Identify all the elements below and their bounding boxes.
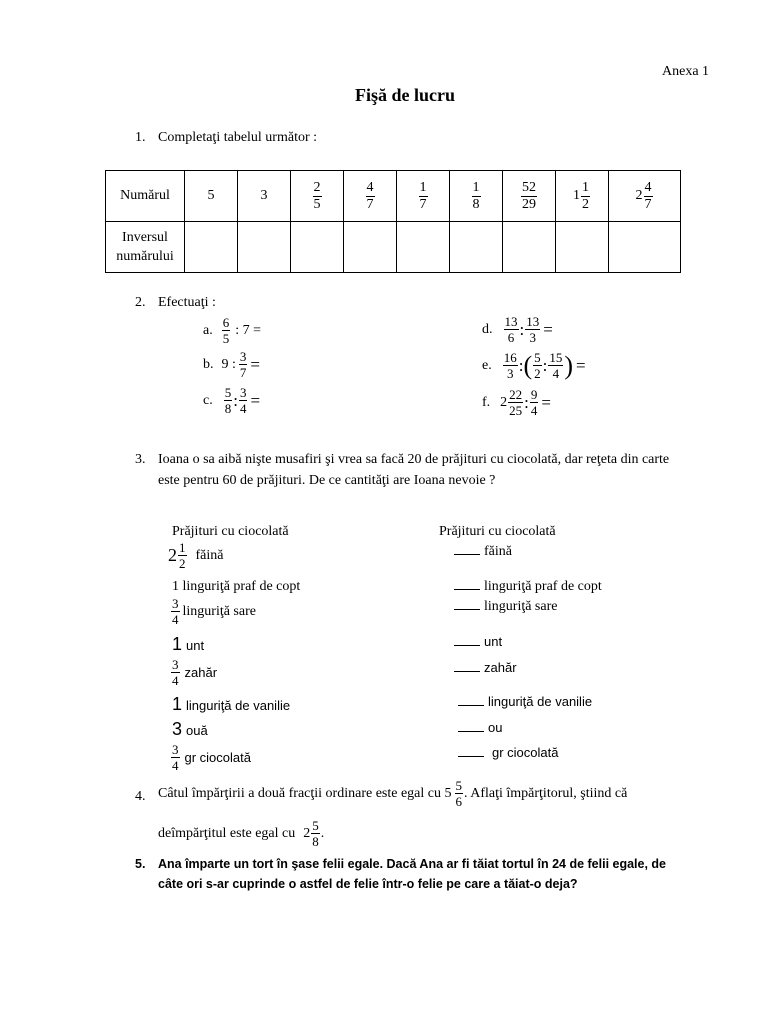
table-cell: 5	[185, 171, 238, 222]
answer-cell[interactable]	[344, 222, 397, 273]
ex1-number: 1.	[135, 130, 146, 145]
recipe-left-zahar: $\frac{3}{4}$ zahăr	[172, 657, 218, 688]
ex4-line2: deîmpărţitul este egal cu 2 $\frac{5}{8}$ .	[158, 818, 325, 849]
table-cell	[503, 171, 556, 222]
inverse-table	[105, 170, 681, 273]
ex2-item-e: e. $\frac{16}{3}$ : ( $\frac{5}{2}$ : $\frac{15}{4}$ ) =	[482, 350, 586, 381]
recipe-right-faina: făină	[454, 544, 512, 560]
ex2-item-f: f. 2 $\frac{22}{25}$ : $\frac{9}{4}$ =	[482, 387, 551, 418]
ex2-item-c: c. $\frac{5}{8}$ : $\frac{3}{4}$ =	[203, 385, 261, 416]
recipe-left-ciocolata: $\frac{3}{4}$ gr ciocolată	[172, 742, 251, 773]
answer-cell[interactable]	[238, 222, 291, 273]
ex3-text-line1: Ioana o sa aibă nişte musafiri şi vrea sa facă 20 de prăjituri cu ciocolată, dar reţeta din carte	[158, 452, 670, 467]
blank-field[interactable]	[454, 588, 480, 590]
recipe-right-zahar: zahăr	[454, 660, 517, 675]
table-cell	[291, 171, 344, 222]
recipe-right-ciocolata: gr ciocolată	[458, 745, 558, 760]
table-cell	[450, 171, 503, 222]
recipe-left-praf: 1 linguriţă praf de copt	[172, 579, 301, 594]
blank-field[interactable]	[454, 553, 480, 555]
blank-field[interactable]	[454, 608, 480, 610]
answer-cell[interactable]	[503, 222, 556, 273]
table-cell: 1 $\frac{1}{2}$	[556, 171, 609, 222]
answer-cell[interactable]	[556, 222, 609, 273]
blank-field[interactable]	[458, 704, 484, 706]
ex3-text-line2: este pentru 60 de prăjituri. De ce cantităţi are Ioana nevoie ?	[158, 473, 496, 488]
fraction: $\frac{1}{7}$	[419, 179, 427, 212]
table-row	[106, 171, 681, 222]
recipe-left-title: Prăjituri cu ciocolată	[172, 524, 289, 539]
ex2-instruction: Efectuaţi :	[158, 295, 216, 310]
ex5-line2: câte ori s-ar cuprinde o astfel de felie într-o felie pe care a tăiat-o deja?	[158, 877, 578, 891]
blank-field[interactable]	[458, 755, 484, 757]
recipe-right-sare: linguriţă sare	[454, 599, 557, 615]
table-cell	[397, 171, 450, 222]
recipe-left-vanilie: 1 linguriţă de vanilie	[172, 694, 291, 714]
answer-cell[interactable]	[450, 222, 503, 273]
row-label-number: Numărul	[106, 171, 185, 222]
annex-label: Anexa 1	[662, 64, 710, 79]
blank-field[interactable]	[458, 730, 484, 732]
blank-field[interactable]	[454, 670, 480, 672]
table-row	[106, 222, 681, 273]
ex4-line1: Câtul împărţirii a două fracţii ordinare este egal cu 5 $\frac{5}{6}$ . Aflaţi împărţitorul, ştiind că	[158, 778, 628, 809]
table-cell: 2 $\frac{4}{7}$	[609, 171, 681, 222]
recipe-right-unt: unt	[454, 634, 502, 649]
ex2-item-b: b. 9 : $\frac{3}{7}$ =	[203, 349, 260, 380]
answer-cell[interactable]	[397, 222, 450, 273]
ex5-line1: Ana împarte un tort în şase felii egale. Dacă Ana ar fi tăiat tortul în 24 de felii egale, de	[158, 857, 667, 871]
ex2-item-a: a. $\frac{6}{5}$ : 7 =	[203, 315, 262, 346]
recipe-left-unt: 1 unt	[172, 634, 205, 654]
ex1-instruction: Completaţi tabelul următor :	[158, 130, 318, 145]
ex2-number: 2.	[135, 295, 146, 310]
recipe-right-title: Prăjituri cu ciocolată	[439, 524, 556, 539]
fraction: $\frac{52}{29}$	[522, 179, 536, 212]
ex5-number: 5.	[135, 857, 146, 871]
row-label-inverse: Inversul numărului	[106, 222, 185, 273]
recipe-left-sare: $\frac{3}{4}$ linguriţă sare	[172, 596, 256, 627]
ex4-number: 4.	[135, 789, 146, 804]
page-title: Fişă de lucru	[355, 85, 456, 105]
recipe-right-praf: linguriţă praf de copt	[454, 579, 602, 595]
ex3-number: 3.	[135, 452, 146, 467]
blank-field[interactable]	[454, 644, 480, 646]
recipe-right-vanilie: linguriţă de vanilie	[458, 694, 592, 709]
recipe-left-faina: 2 $\frac{1}{2}$ făină	[168, 540, 224, 571]
fraction: $\frac{4}{7}$	[366, 179, 374, 212]
fraction: $\frac{1}{2}$	[582, 179, 589, 212]
fraction: $\frac{2}{5}$	[313, 179, 321, 212]
fraction: $\frac{1}{8}$	[472, 179, 480, 212]
table-cell: 3	[238, 171, 291, 222]
fraction: $\frac{4}{7}$	[644, 179, 652, 212]
table-cell	[344, 171, 397, 222]
recipe-left-oua: 3 ouă	[172, 719, 208, 739]
answer-cell[interactable]	[609, 222, 681, 273]
answer-cell[interactable]	[291, 222, 344, 273]
recipe-right-oua: ou	[458, 720, 502, 735]
answer-cell[interactable]	[185, 222, 238, 273]
ex2-item-d: d. $\frac{13}{6}$ : $\frac{13}{3}$ =	[482, 314, 553, 345]
